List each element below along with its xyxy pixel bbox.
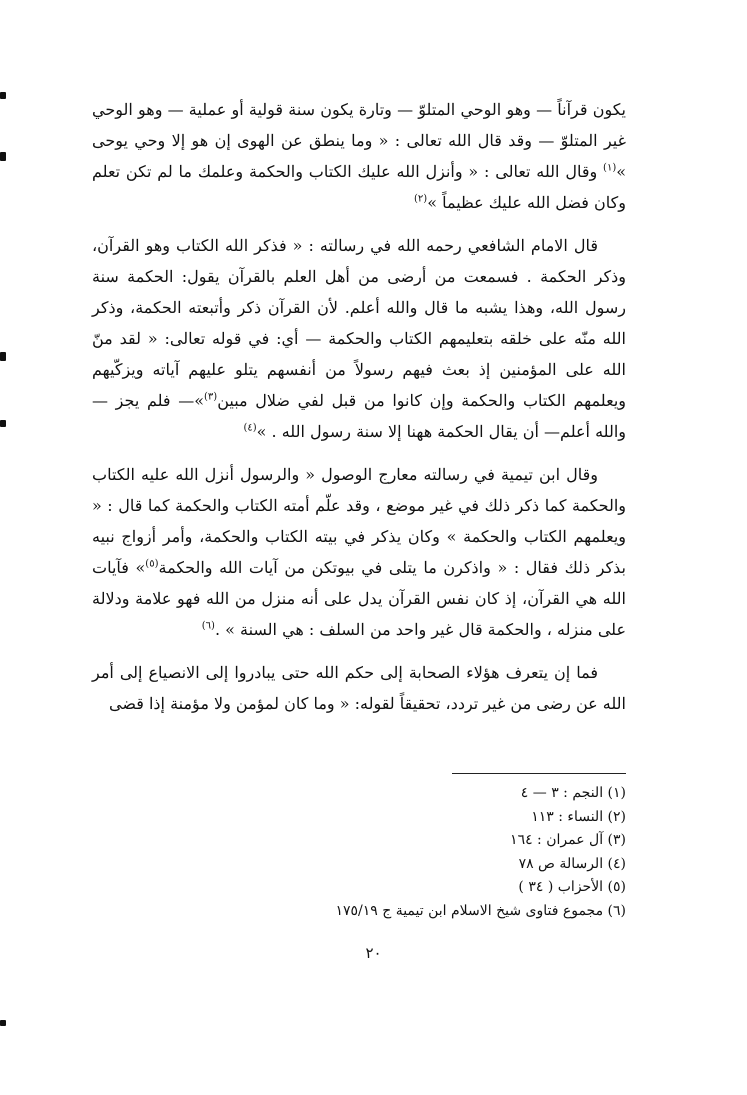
footnote-reference: (٤) — [243, 422, 257, 434]
footnote: (٣) آل عمران : ١٦٤ — [510, 832, 626, 848]
paragraph — [92, 459, 626, 645]
footnote-reference: (١) — [603, 162, 617, 174]
binding-mark — [0, 92, 6, 99]
paragraph-text: فما إن يتعرف هؤلاء الصحابة إلى حكم الله حتى يبادروا إلى الانصياع إلى أمر الله عن رضى من غير تردد، تحقيقاً لقوله: « وما كان لمؤمن ولا مؤمنة إذا قضى — [92, 663, 626, 713]
paragraph-text: قال الامام الشافعي رحمه الله في رسالته : « فذكر الله الكتاب وهو القرآن، وذكر الحكمة . فسمعت من أرضى من أهل العلم بالقرآن يقول: الحكمة سنة رسول الله، وهذا يشبه ما قال والله أعلم. لأن القرآن ذكر وأتبعته الحكمة، وذكر الله منّه على خلقه بتعليمهم الكتاب والحكمة — أي: في قوله تعالى: « لقد منّ الله على المؤمنين إذ بعث فيهم رسولاً من أنفسهم يتلو عليهم آياته ويزكّيهم ويعلمهم الكتاب والحكمة وإن كانوا من قبل لفي ضلال مبين — [92, 236, 627, 410]
paragraph-text: يكون قرآناً — وهو الوحي المتلوّ — وتارة يكون سنة قولية أو عملية — وهو الوحي غير المتلوّ — وقد قال الله تعالى : « وما ينطق عن الهوى إن هو إلا وحي يوحى » — [92, 100, 627, 181]
paragraph-text: وقال الله تعالى : « وأنزل الله عليك الكتاب والحكمة وعلمك ما لم تكن تعلم وكان فضل الله عليك عظيماً » — [92, 162, 626, 212]
footnote: (٥) الأحزاب ( ٣٤ ) — [518, 879, 626, 895]
paragraph — [92, 230, 626, 447]
page-number: ٢٠ — [365, 944, 382, 962]
paragraph-text: » فآيات الله هي القرآن، إذ كان نفس القرآن يدل على أنه منزل من الله فهو علامة ودلالة على منزله ، والحكمة قال غير واحد من السلف : هي السنة » . — [92, 558, 626, 639]
paragraph-text: وقال ابن تيمية في رسالته معارج الوصول « والرسول أنزل الله عليه الكتاب والحكمة كما ذكر ذلك في غير موضع ، وقد علّم أمته الكتاب والحكمة كما قال : « ويعلمهم الكتاب والحكمة » وكان يذكر في بيته الكتاب والحكمة، وأمر أزواج نبيه بذكر ذلك فقال : « واذكرن ما يتلى في بيوتكن من آيات الله والحكمة — [92, 465, 626, 577]
binding-mark — [0, 1020, 6, 1026]
footnote-reference: (٦) — [201, 620, 215, 632]
footnote: (٤) الرسالة ص ٧٨ — [518, 855, 626, 872]
binding-mark — [0, 352, 6, 361]
footnotes — [200, 782, 626, 923]
footnote: (٢) النساء : ١١٣ — [531, 808, 626, 825]
footnote: (٦) مجموع فتاوى شيخ الاسلام ابن تيمية ج ١٧٥/١٩ — [335, 902, 626, 919]
body-text — [92, 94, 626, 731]
footnote-reference: (٣) — [204, 391, 218, 403]
paragraph-text: »— فلم يجز — والله أعلم— أن يقال الحكمة ههنا إلا سنة رسول الله . » — [92, 391, 626, 441]
footnote: (١) النجم : ٣ — ٤ — [520, 785, 626, 801]
paragraph — [92, 94, 626, 218]
binding-mark — [0, 420, 6, 427]
footnote-divider — [452, 773, 626, 774]
paragraph — [92, 657, 626, 719]
binding-mark — [0, 152, 6, 161]
footnote-reference: (٥) — [145, 558, 159, 570]
footnote-reference: (٢) — [414, 193, 428, 205]
